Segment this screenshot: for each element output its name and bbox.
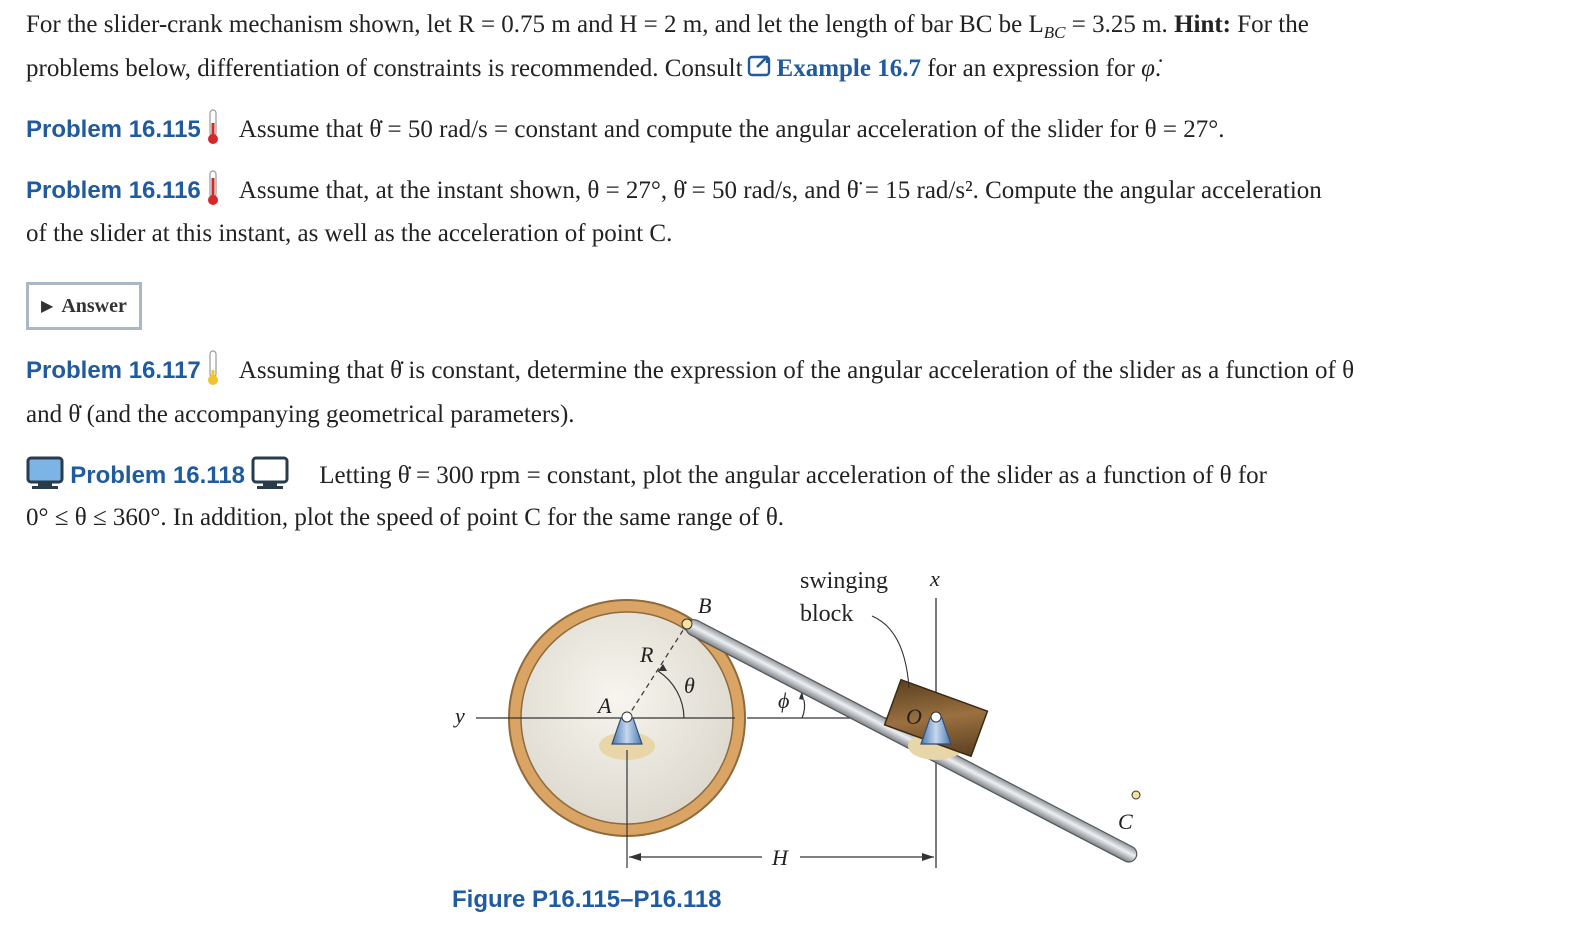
problem-16-115: Problem 16.115 Assume that θ̇ = 50 rad/s = constant and compute the angular acceleration of the slider for θ = 27°. bbox=[26, 108, 1224, 152]
problem-label[interactable]: Problem 16.118 bbox=[70, 462, 246, 489]
intro-line-2: problems below, differentiation of constraints is recommended. Consult Example 16.7 for an expression for φ̇. bbox=[26, 55, 1162, 82]
problem-16-116-line-2: of the slider at this instant, as well as the acceleration of point C. bbox=[26, 220, 673, 247]
h-arrow-left bbox=[629, 853, 641, 861]
label-r: R bbox=[640, 642, 654, 667]
label-x: x bbox=[930, 566, 940, 591]
label-o: O bbox=[906, 704, 922, 729]
problem-16-117-line-2: and θ̇ (and the accompanying geometrical parameters). bbox=[26, 401, 575, 428]
figure-caption: Figure P16.115–P16.118 bbox=[452, 886, 722, 913]
pivot-o-pin bbox=[931, 712, 941, 722]
problem-16-118-line-2: 0° ≤ θ ≤ 360°. In addition, plot the speed of point C for the same range of θ. bbox=[26, 504, 785, 531]
label-h: H bbox=[772, 845, 788, 870]
hint-label: Hint: bbox=[1174, 11, 1232, 38]
label-swinging: swinging bbox=[800, 568, 889, 594]
label-c: C bbox=[1118, 809, 1133, 834]
label-theta: θ bbox=[684, 673, 695, 698]
pivot-a-pin bbox=[622, 712, 632, 722]
problem-16-117: Problem 16.117 Assuming that θ̇ is constant, determine the expression of the angular acceleration of the slider as a function of θ bbox=[26, 349, 1354, 393]
problem-label[interactable]: Problem 16.117 bbox=[26, 357, 201, 384]
problem-16-118: Problem 16.118 Letting θ̇ = 300 rpm = constant, plot the angular acceleration of the slider as a function of θ for bbox=[26, 454, 1267, 498]
label-a: A bbox=[598, 693, 612, 718]
problem-label[interactable]: Problem 16.115 bbox=[26, 116, 201, 143]
problem-16-116: Problem 16.116 Assume that, at the instant shown, θ = 27°, θ̇ = 50 rad/s, and θ̈ = 15 rad/s². Compute the angular acceleration bbox=[26, 169, 1322, 213]
swinging-block-leader bbox=[872, 616, 909, 688]
label-b: B bbox=[698, 593, 712, 618]
answer-button[interactable]: ▶ Answer bbox=[26, 282, 142, 330]
pin-b bbox=[682, 619, 692, 629]
label-block: block bbox=[800, 601, 854, 627]
expand-triangle-icon: ▶ bbox=[41, 298, 54, 315]
label-phi: ϕ bbox=[778, 688, 790, 713]
intro-line-1: For the slider-crank mechanism shown, let R = 0.75 m and H = 2 m, and let the length of bar BC be $L_{BC} = 3.25$ m. Hint: For the bbox=[26, 11, 1309, 42]
h-arrow-right bbox=[922, 853, 934, 861]
phi-arc bbox=[802, 700, 805, 718]
pin-c bbox=[1132, 791, 1140, 799]
problem-label[interactable]: Problem 16.116 bbox=[26, 177, 201, 204]
label-y: y bbox=[455, 703, 465, 728]
example-link[interactable]: Example 16.7 bbox=[776, 55, 921, 82]
